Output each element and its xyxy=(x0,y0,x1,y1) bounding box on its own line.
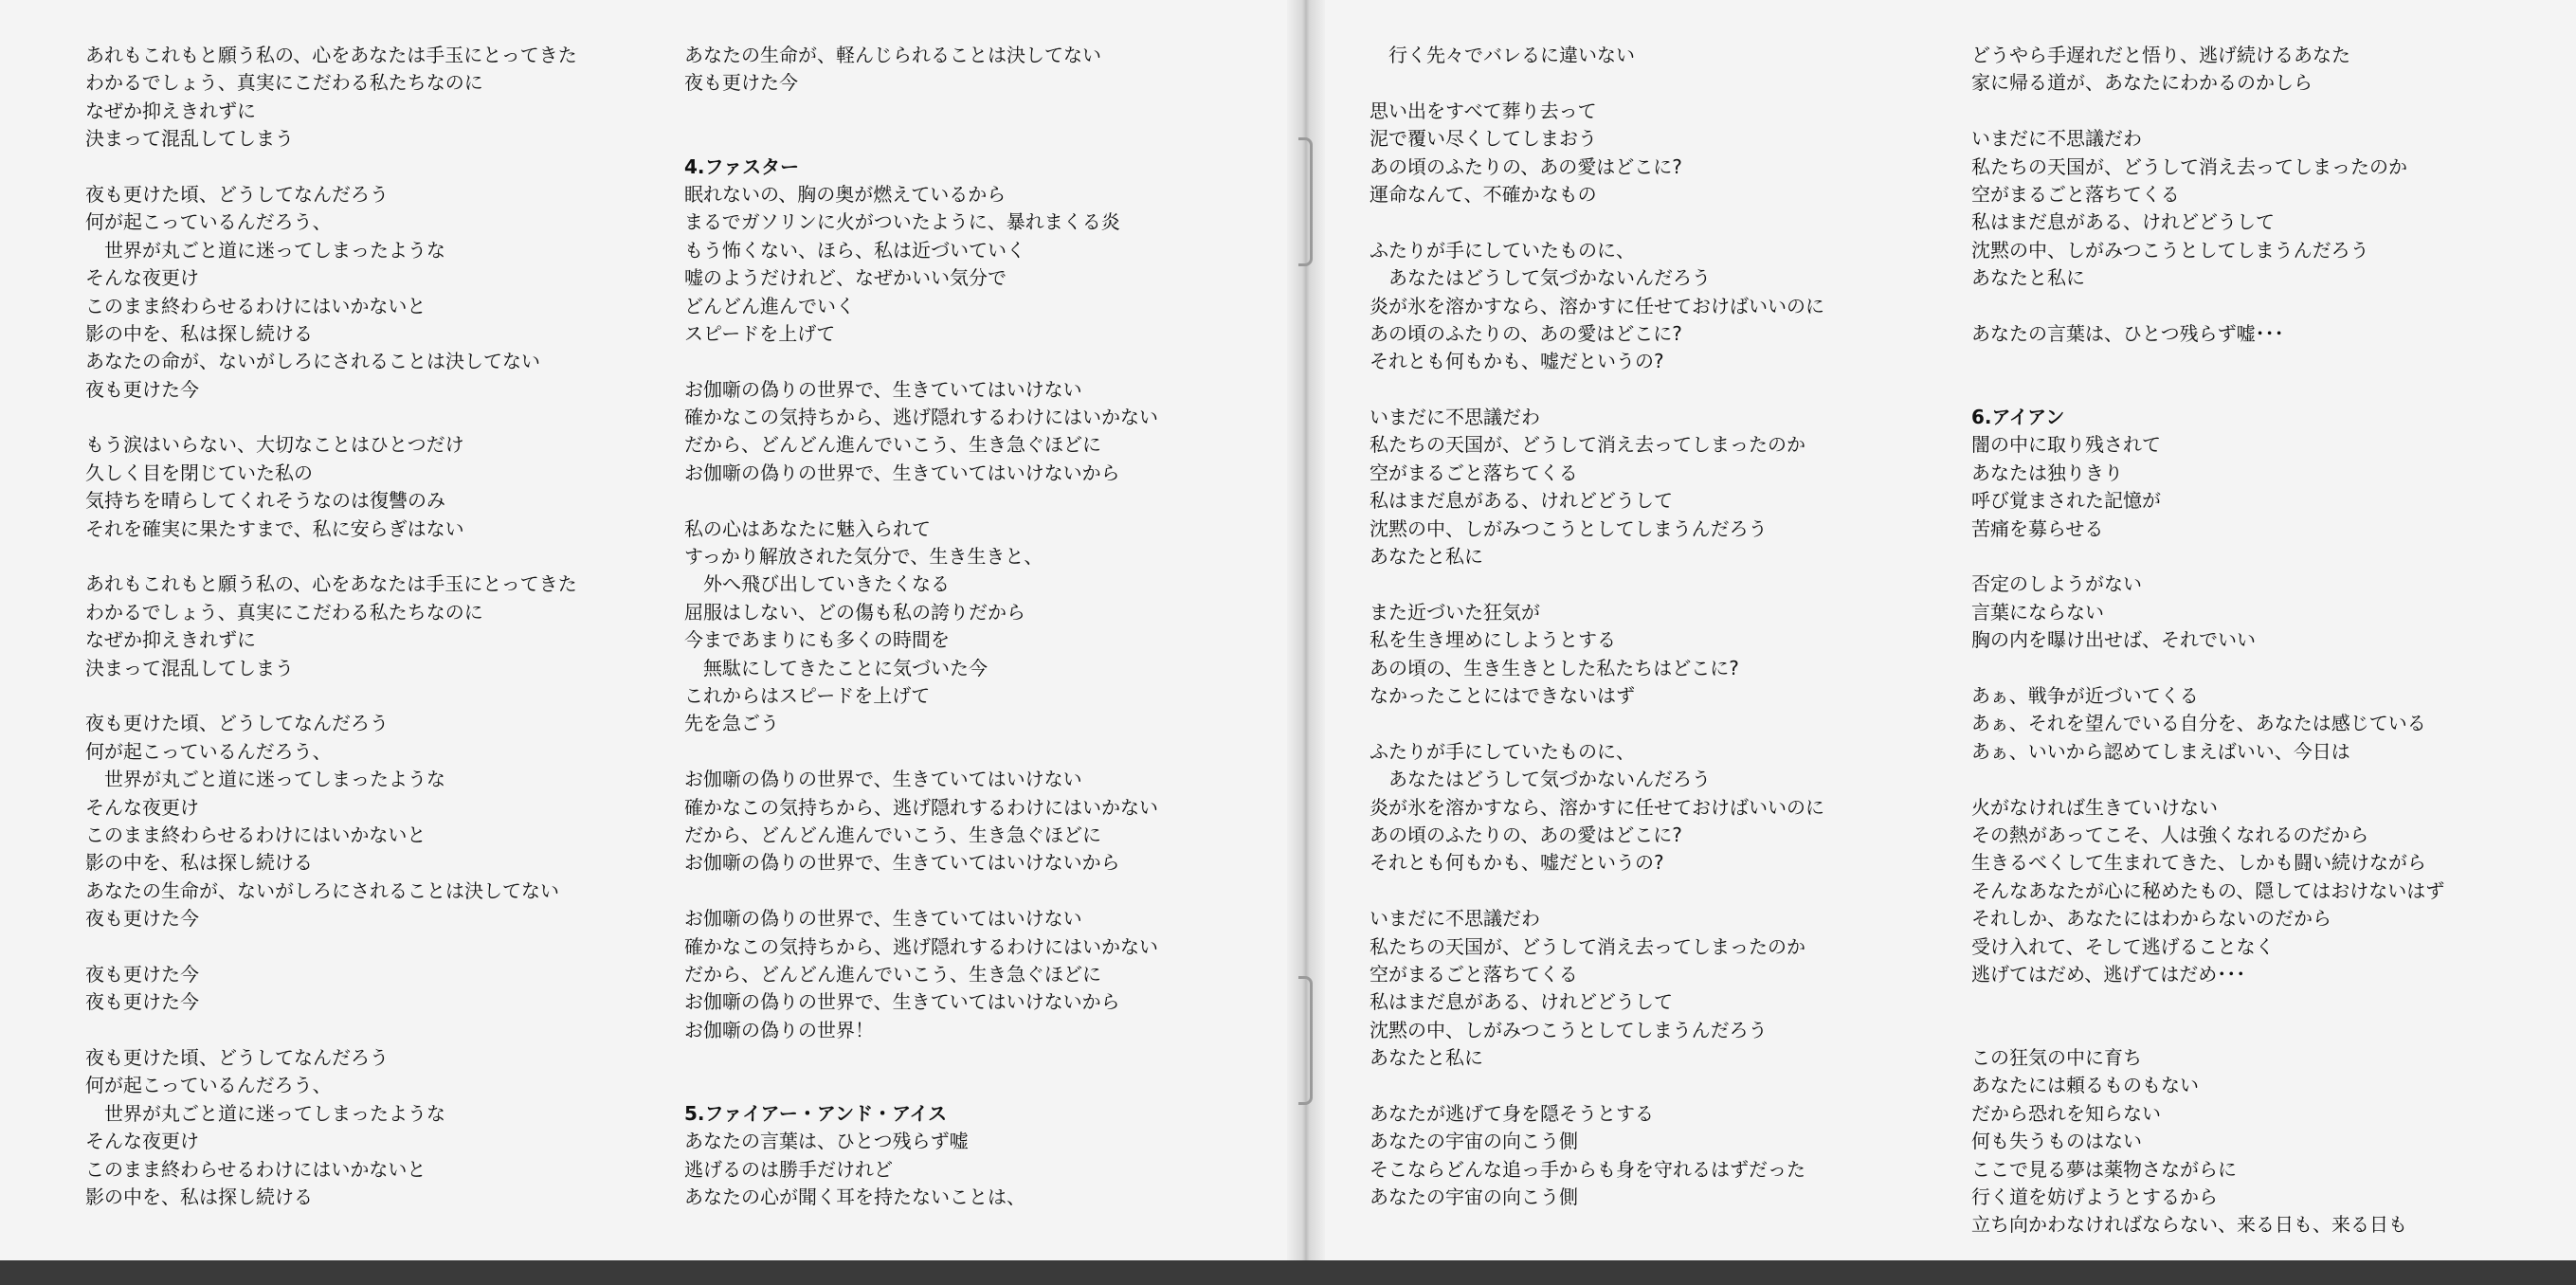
lyric-line: あぁ、戦争が近づいてくる xyxy=(1971,683,2199,707)
lyric-line: いまだに不思議だわ xyxy=(1971,127,2142,151)
lyric-line: そこならどんな追っ手からも身を守れるはずだった xyxy=(1370,1157,1805,1181)
lyric-line: 苦痛を募らせる xyxy=(1971,516,2104,540)
lyric-line: あなたの宇宙の向こう側 xyxy=(1370,1185,1578,1209)
lyric-line: 影の中を、私は探し続ける xyxy=(85,321,313,345)
lyric-line: 思い出をすべて葬り去って xyxy=(1370,99,1597,122)
lyric-line: あなたには頼るものもない xyxy=(1971,1074,2199,1097)
lyric-line: わかるでしょう、真実にこだわる私たちなのに xyxy=(85,71,483,95)
stanza-break xyxy=(85,682,577,710)
lyric-line: 私たちの天国が、どうして消え去ってしまったのか xyxy=(1971,154,2407,178)
stanza-break xyxy=(1971,348,2444,375)
stanza-break xyxy=(1971,1017,2444,1044)
lyric-line: 夜も更けた今 xyxy=(85,377,199,401)
stanza-break xyxy=(1370,710,1824,737)
lyric-line: あなたの生命が、ないがしろにされることは決してない xyxy=(85,878,559,902)
lyric-line: もう涙はいらない、大切なことはひとつだけ xyxy=(85,433,464,457)
lyric-line: 眠れないの、胸の奥が燃えているから xyxy=(684,182,1007,206)
lyric-line: 空がまるごと落ちてくる xyxy=(1971,182,2180,206)
lyric-line: 私はまだ息がある、けれどどうして xyxy=(1370,990,1673,1014)
lyric-line: 屈服はしない、どの傷も私の誇りだから xyxy=(684,600,1025,624)
lyric-line: 夜も更けた今 xyxy=(684,71,798,95)
stanza-break xyxy=(85,154,577,181)
stanza-break xyxy=(1971,766,2444,793)
lyric-line: 私はまだ息がある、けれどどうして xyxy=(1971,210,2275,234)
lyric-line: 行く道を妨げようとするから xyxy=(1971,1185,2218,1209)
lyric-line: 確かなこの気持ちから、逃げ隠れするわけにはいかない xyxy=(684,795,1158,819)
lyric-line: あなたと私に xyxy=(1971,266,2085,290)
lyric-line: 外へ飛び出していきたくなる xyxy=(684,572,950,596)
stanza-break xyxy=(1370,69,1824,97)
lyric-line: 何が起こっているんだろう、 xyxy=(85,739,332,763)
lyric-line: だから、どんどん進んでいこう、生き急ぐほどに xyxy=(684,962,1101,986)
stanza-break xyxy=(1370,878,1824,905)
stanza-break xyxy=(684,98,1158,125)
lyrics-column-4 xyxy=(1971,42,2444,1240)
lyric-line: その熱があってこそ、人は強くなれるのだから xyxy=(1971,823,2369,846)
lyric-line: 家に帰る道が、あなたにわかるのかしら xyxy=(1971,71,2313,95)
lyric-line: スピードを上げて xyxy=(684,321,836,345)
lyrics-column-1 xyxy=(85,42,577,1211)
lyric-line: ふたりが手にしていたものに、 xyxy=(1370,238,1635,262)
lyric-line: そんなあなたが心に秘めたもの、隠してはおけないはず xyxy=(1971,878,2445,902)
stanza-break xyxy=(1370,376,1824,404)
lyric-line: 火がなければ生きていけない xyxy=(1971,795,2218,819)
lyric-line: 世界が丸ごと道に迷ってしまったような xyxy=(85,238,445,262)
lyric-line: 確かなこの気持ちから、逃げ隠れするわけにはいかない xyxy=(684,406,1158,429)
lyric-line: このまま終わらせるわけにはいかないと xyxy=(85,823,426,846)
lyric-line: 私たちの天国が、どうして消え去ってしまったのか xyxy=(1370,433,1805,457)
lyric-line: このまま終わらせるわけにはいかないと xyxy=(85,1157,426,1181)
stanza-break xyxy=(1971,98,2444,125)
lyric-line: そんな夜更け xyxy=(85,266,199,290)
lyric-line: 夜も更けた今 xyxy=(85,962,199,986)
lyric-line: 何も失うものはない xyxy=(1971,1130,2142,1153)
lyric-line: 気持ちを晴らしてくれそうなのは復讐のみ xyxy=(85,489,445,513)
lyric-line: あの頃のふたりの、あの愛はどこに? xyxy=(1370,823,1682,846)
lyric-line: お伽噺の偽りの世界で、生きていてはいけない xyxy=(684,907,1082,931)
lyric-line: わかるでしょう、真実にこだわる私たちなのに xyxy=(85,600,483,624)
song-title: 4.ファスター xyxy=(684,154,800,178)
lyric-line: 沈黙の中、しがみつこうとしてしまうんだろう xyxy=(1370,516,1768,540)
lyric-line: あの頃の、生き生きとした私たちはどこに? xyxy=(1370,656,1739,679)
lyric-line: 否定のしようがない xyxy=(1971,572,2142,596)
lyric-line: このまま終わらせるわけにはいかないと xyxy=(85,294,426,317)
lyric-line: 受け入れて、そして逃げることなく xyxy=(1971,934,2275,958)
lyric-line: 決まって混乱してしまう xyxy=(85,656,294,679)
lyric-line: 決まって混乱してしまう xyxy=(85,127,294,151)
lyric-line: 無駄にしてきたことに気づいた今 xyxy=(684,656,988,679)
lyric-line: 炎が氷を溶かすなら、溶かすに任せておけばいいのに xyxy=(1370,294,1824,317)
lyric-line: また近づいた狂気が xyxy=(1370,600,1540,624)
song-title: 5.ファイアー・アンド・アイス xyxy=(684,1101,948,1125)
lyric-line: 今まであまりにも多くの時間を xyxy=(684,628,950,652)
lyric-line: あなたの心が聞く耳を持たないことは、 xyxy=(684,1185,1025,1209)
stanza-break xyxy=(85,933,577,961)
lyric-line: あなたと私に xyxy=(1370,545,1483,569)
lyrics-column-3 xyxy=(1370,42,1824,1211)
lyric-line: それとも何もかも、嘘だというの? xyxy=(1370,350,1664,373)
lyric-line: 呼び覚まされた記憶が xyxy=(1971,489,2161,513)
lyric-line: お伽噺の偽りの世界！ xyxy=(684,1018,874,1041)
lyric-line: 逃げるのは勝手だけれど xyxy=(684,1157,893,1181)
lyric-line: あの頃のふたりの、あの愛はどこに? xyxy=(1370,321,1682,345)
stanza-break xyxy=(1971,655,2444,682)
lyric-line: 確かなこの気持ちから、逃げ隠れするわけにはいかない xyxy=(684,934,1158,958)
lyric-line: お伽噺の偽りの世界で、生きていてはいけないから xyxy=(684,990,1120,1014)
lyric-line: それとも何もかも、嘘だというの? xyxy=(1370,851,1664,875)
lyric-line: あれもこれもと願う私の、心をあなたは手玉にとってきた xyxy=(85,572,577,596)
stanza-break xyxy=(684,348,1158,375)
lyric-line: ふたりが手にしていたものに、 xyxy=(1370,739,1635,763)
stanza-break xyxy=(684,1072,1158,1099)
lyric-line: 私を生き埋めにしようとする xyxy=(1370,628,1616,652)
lyric-line: 先を急ごう xyxy=(684,712,779,735)
stanza-break xyxy=(684,878,1158,905)
lyric-line: 空がまるごと落ちてくる xyxy=(1370,461,1578,484)
lyric-line: 沈黙の中、しがみつこうとしてしまうんだろう xyxy=(1370,1018,1768,1041)
lyric-line: どんどん進んでいく xyxy=(684,294,855,317)
stanza-break xyxy=(684,1044,1158,1072)
lyric-line: 影の中を、私は探し続ける xyxy=(85,851,313,875)
lyric-line: いまだに不思議だわ xyxy=(1370,907,1540,931)
lyric-line: 運命なんて、不確かなもの xyxy=(1370,182,1597,206)
stanza-break xyxy=(1971,988,2444,1016)
lyric-line: お伽噺の偽りの世界で、生きていてはいけないから xyxy=(684,851,1120,875)
lyric-line: なかったことにはできないはず xyxy=(1370,683,1635,707)
lyric-line: あぁ、それを望んでいる自分を、あなたは感じている xyxy=(1971,712,2426,735)
stanza-break xyxy=(684,738,1158,766)
lyric-line: あなたはどうして気づかないんだろう xyxy=(1370,768,1711,791)
stanza-break xyxy=(1370,1072,1824,1099)
lyric-line: あれもこれもと願う私の、心をあなたは手玉にとってきた xyxy=(85,44,577,66)
stanza-break xyxy=(684,487,1158,515)
lyric-line: まるでガソリンに火がついたように、暴れまくる炎 xyxy=(684,210,1120,234)
lyric-line: 沈黙の中、しがみつこうとしてしまうんだろう xyxy=(1971,238,2369,262)
scan-bottom-edge xyxy=(0,1260,2576,1285)
lyric-line: だから恐れを知らない xyxy=(1971,1101,2161,1125)
lyric-line: これからはスピードを上げて xyxy=(684,683,931,707)
lyric-line: お伽噺の偽りの世界で、生きていてはいけない xyxy=(684,377,1082,401)
lyric-line: 夜も更けた頃、どうしてなんだろう xyxy=(85,712,389,735)
lyric-line: あの頃のふたりの、あの愛はどこに? xyxy=(1370,154,1682,178)
lyric-line: それを確実に果たすまで、私に安らぎはない xyxy=(85,516,464,540)
lyric-line: あなたは独りきり xyxy=(1971,461,2123,484)
lyric-line: あなたの言葉は、ひとつ残らず嘘･･･ xyxy=(1971,321,2284,345)
lyric-line: どうやら手遅れだと悟り、逃げ続けるあなた xyxy=(1971,44,2350,66)
stanza-break xyxy=(1971,543,2444,570)
lyric-line: 影の中を、私は探し続ける xyxy=(85,1185,313,1209)
lyric-line: 私たちの天国が、どうして消え去ってしまったのか xyxy=(1370,934,1805,958)
lyric-line: あなたはどうして気づかないんだろう xyxy=(1370,266,1711,290)
lyric-line: あなたの命が、ないがしろにされることは決してない xyxy=(85,350,540,373)
lyric-line: 空がまるごと落ちてくる xyxy=(1370,962,1578,986)
stanza-break xyxy=(1971,376,2444,404)
stanza-break xyxy=(85,1017,577,1044)
lyric-line: 嘘のようだけれど、なぜかいい気分で xyxy=(684,266,1007,290)
lyric-line: 胸の内を曝け出せば、それでいい xyxy=(1971,628,2256,652)
lyric-line: 夜も更けた今 xyxy=(85,907,199,931)
stanza-break xyxy=(1370,208,1824,236)
song-title: 6.アイアン xyxy=(1971,406,2065,429)
stanza-break xyxy=(1971,293,2444,320)
lyrics-column-2 xyxy=(684,42,1158,1211)
lyric-line: あなたの生命が、軽んじられることは決してない xyxy=(684,44,1101,66)
lyric-line: あなたと私に xyxy=(1370,1046,1483,1070)
lyric-line: 夜も更けた頃、どうしてなんだろう xyxy=(85,182,389,206)
stanza-break xyxy=(85,543,577,570)
lyric-line: 夜も更けた頃、どうしてなんだろう xyxy=(85,1046,389,1070)
staple-top xyxy=(1298,137,1313,266)
lyric-line: なぜか抑えきれずに xyxy=(85,628,256,652)
lyric-line: だから、どんどん進んでいこう、生き急ぐほどに xyxy=(684,433,1101,457)
lyric-line: もう怖くない、ほら、私は近づいていく xyxy=(684,238,1025,262)
lyric-line: それしか、あなたにはわからないのだから xyxy=(1971,907,2331,931)
stanza-break xyxy=(85,404,577,431)
lyric-line: あぁ、いいから認めてしまえばいい、今日は xyxy=(1971,739,2350,763)
lyric-line: 炎が氷を溶かすなら、溶かすに任せておけばいいのに xyxy=(1370,795,1824,819)
lyric-line: ここで見る夢は薬物さながらに xyxy=(1971,1157,2237,1181)
lyric-line: なぜか抑えきれずに xyxy=(85,99,256,122)
lyric-line: この狂気の中に育ち xyxy=(1971,1046,2142,1070)
lyric-line: 闇の中に取り残されて xyxy=(1971,433,2161,457)
lyric-line: 世界が丸ごと道に迷ってしまったような xyxy=(85,1101,445,1125)
lyric-line: 何が起こっているんだろう、 xyxy=(85,210,332,234)
lyric-line: お伽噺の偽りの世界で、生きていてはいけないから xyxy=(684,461,1120,484)
lyric-line: 立ち向かわなければならない、来る日も、来る日も xyxy=(1971,1213,2407,1237)
lyric-line: 私の心はあなたに魅入られて xyxy=(684,516,931,540)
lyric-line: 生きるべくして生まれてきた、しかも闘い続けながら xyxy=(1971,851,2426,875)
lyric-line: あなたの言葉は、ひとつ残らず嘘 xyxy=(684,1130,969,1153)
lyric-line: 逃げてはだめ、逃げてはだめ･･･ xyxy=(1971,962,2246,986)
staple-bottom xyxy=(1298,976,1313,1105)
lyric-line: そんな夜更け xyxy=(85,795,199,819)
stanza-break xyxy=(684,125,1158,153)
lyric-line: 私はまだ息がある、けれどどうして xyxy=(1370,489,1673,513)
lyric-line: だから、どんどん進んでいこう、生き急ぐほどに xyxy=(684,823,1101,846)
stanza-break xyxy=(1370,570,1824,598)
lyric-line: 世界が丸ごと道に迷ってしまったような xyxy=(85,768,445,791)
lyric-line: お伽噺の偽りの世界で、生きていてはいけない xyxy=(684,768,1082,791)
lyric-line: 泥で覆い尽くしてしまおう xyxy=(1370,127,1597,151)
lyric-line: すっかり解放された気分で、生き生きと、 xyxy=(684,545,1043,569)
lyric-line: そんな夜更け xyxy=(85,1130,199,1153)
lyric-line: 夜も更けた今 xyxy=(85,990,199,1014)
lyric-line: 行く先々でバレるに違いない xyxy=(1370,44,1635,66)
lyric-line: いまだに不思議だわ xyxy=(1370,406,1540,429)
lyric-line: 何が起こっているんだろう、 xyxy=(85,1074,332,1097)
lyric-line: 言葉にならない xyxy=(1971,600,2104,624)
lyric-line: あなたが逃げて身を隠そうとする xyxy=(1370,1101,1654,1125)
lyric-line: あなたの宇宙の向こう側 xyxy=(1370,1130,1578,1153)
lyric-line: 久しく目を閉じていた私の xyxy=(85,461,313,484)
